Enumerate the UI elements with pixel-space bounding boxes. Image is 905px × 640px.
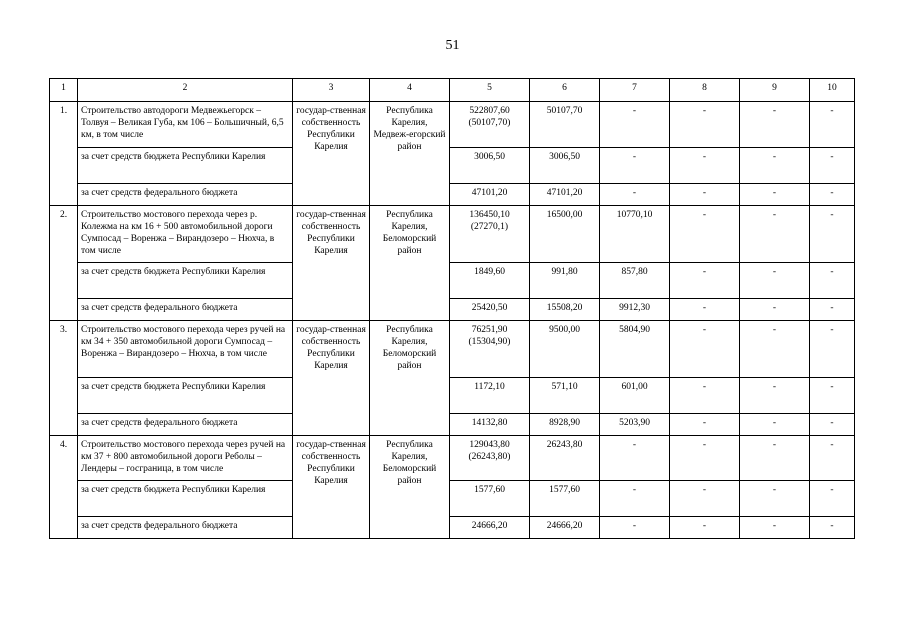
value-cell: - [670, 206, 740, 263]
value-cell: - [670, 321, 740, 378]
column-header: 7 [600, 79, 670, 102]
column-header: 9 [740, 79, 810, 102]
ownership-cell: государ-ственная собственность Республики Карелия [293, 206, 370, 321]
row-number: 3. [50, 321, 78, 436]
value-cell: - [810, 481, 855, 517]
value-cell: 26243,80 [530, 436, 600, 481]
federal-budget-label: за счет средств федерального бюджета [78, 414, 293, 436]
value-cell: - [670, 436, 740, 481]
column-header: 1 [50, 79, 78, 102]
value-cell: 3006,50 [530, 148, 600, 184]
value-cell: - [740, 263, 810, 299]
value-cell: - [740, 148, 810, 184]
project-name: Строительство мостового перехода через р. Колежма на км 16 + 500 автомобильной дороги Сумпосад – Воренжа – Вирандозеро – Нюхча, в том числе [78, 206, 293, 263]
value-cell: 10770,10 [600, 206, 670, 263]
federal-budget-label: за счет средств федерального бюджета [78, 184, 293, 206]
value-cell: - [810, 184, 855, 206]
value-cell: 5203,90 [600, 414, 670, 436]
total-cost-sub-value: (26243,80) [468, 452, 511, 462]
total-cost-value: 522807,60 [469, 106, 510, 116]
value-cell: - [670, 184, 740, 206]
value-cell: - [740, 481, 810, 517]
total-cost-value: 129043,80 [469, 440, 510, 450]
table-row [50, 184, 855, 206]
value-cell: 991,80 [530, 263, 600, 299]
value-cell: - [810, 517, 855, 539]
row-number: 1. [50, 102, 78, 206]
value-cell: 24666,20 [450, 517, 530, 539]
value-cell: 857,80 [600, 263, 670, 299]
column-header: 3 [293, 79, 370, 102]
value-cell: - [810, 206, 855, 263]
value-cell: - [670, 378, 740, 414]
ownership-cell: государ-ственная собственность Республики Карелия [293, 436, 370, 539]
table-row [50, 148, 855, 184]
value-cell: - [810, 436, 855, 481]
location-cell: Республика Карелия, Беломорский район [370, 321, 450, 436]
value-cell: - [810, 263, 855, 299]
row-number: 2. [50, 206, 78, 321]
value-cell: - [810, 378, 855, 414]
value-cell: - [670, 517, 740, 539]
value-cell: - [600, 436, 670, 481]
location-cell: Республика Карелия, Медвеж-егорский район [370, 102, 450, 206]
column-header: 4 [370, 79, 450, 102]
total-cost-cell [450, 436, 530, 481]
value-cell: 47101,20 [450, 184, 530, 206]
total-cost-sub-value: (27270,1) [470, 222, 509, 232]
table-row [50, 414, 855, 436]
value-cell: - [740, 378, 810, 414]
header-row [50, 79, 855, 102]
value-cell: - [740, 184, 810, 206]
value-cell: - [740, 206, 810, 263]
value-cell: 47101,20 [530, 184, 600, 206]
value-cell: - [670, 263, 740, 299]
value-cell: - [810, 321, 855, 378]
table-row [50, 206, 855, 263]
total-cost-cell [450, 206, 530, 263]
value-cell: - [670, 299, 740, 321]
value-cell: - [740, 436, 810, 481]
table-row [50, 299, 855, 321]
value-cell: 1577,60 [530, 481, 600, 517]
value-cell: 601,00 [600, 378, 670, 414]
value-cell: 50107,70 [530, 102, 600, 148]
value-cell: - [810, 414, 855, 436]
value-cell: 25420,50 [450, 299, 530, 321]
value-cell: 9500,00 [530, 321, 600, 378]
value-cell: 14132,80 [450, 414, 530, 436]
column-header: 8 [670, 79, 740, 102]
table-row [50, 102, 855, 148]
value-cell: 1577,60 [450, 481, 530, 517]
value-cell: - [740, 321, 810, 378]
value-cell: 1172,10 [450, 378, 530, 414]
regional-budget-label: за счет средств бюджета Республики Карелия [78, 148, 293, 184]
project-name: Строительство мостового перехода через ручей на км 34 + 350 автомобильной дороги Сумпосад – Воренжа – Вирандозеро – Нюхча, в том числе [78, 321, 293, 378]
value-cell: 24666,20 [530, 517, 600, 539]
total-cost-cell [450, 321, 530, 378]
project-name: Строительство мостового перехода через ручей на км 37 + 800 автомобильной дороги Реболы – Лендеры – госграница, в том числе [78, 436, 293, 481]
program-table [49, 78, 855, 539]
ownership-cell: государ-ственная собственность Республики Карелия [293, 102, 370, 206]
value-cell: - [600, 184, 670, 206]
value-cell: - [670, 481, 740, 517]
page-number: 51 [445, 38, 460, 53]
federal-budget-label: за счет средств федерального бюджета [78, 299, 293, 321]
location-cell: Республика Карелия, Беломорский район [370, 206, 450, 321]
value-cell: - [670, 148, 740, 184]
value-cell: 8928,90 [530, 414, 600, 436]
total-cost-cell [450, 102, 530, 148]
value-cell: 9912,30 [600, 299, 670, 321]
regional-budget-label: за счет средств бюджета Республики Карелия [78, 378, 293, 414]
location-cell: Республика Карелия, Беломорский район [370, 436, 450, 539]
row-number: 4. [50, 436, 78, 539]
value-cell: - [810, 148, 855, 184]
column-header: 2 [78, 79, 293, 102]
table-row [50, 517, 855, 539]
column-header: 10 [810, 79, 855, 102]
total-cost-value: 76251,90 [471, 325, 508, 335]
value-cell: - [600, 517, 670, 539]
column-header: 6 [530, 79, 600, 102]
value-cell: 15508,20 [530, 299, 600, 321]
value-cell: 571,10 [530, 378, 600, 414]
value-cell: - [600, 148, 670, 184]
value-cell: - [740, 299, 810, 321]
value-cell: - [810, 102, 855, 148]
value-cell: 1849,60 [450, 263, 530, 299]
value-cell: - [740, 102, 810, 148]
value-cell: - [740, 414, 810, 436]
value-cell: - [810, 299, 855, 321]
regional-budget-label: за счет средств бюджета Республики Карелия [78, 481, 293, 517]
total-cost-value: 136450,10 [469, 210, 510, 220]
value-cell: 16500,00 [530, 206, 600, 263]
ownership-cell: государ-ственная собственность Республики Карелия [293, 321, 370, 436]
column-header: 5 [450, 79, 530, 102]
value-cell: - [740, 517, 810, 539]
value-cell: - [600, 102, 670, 148]
federal-budget-label: за счет средств федерального бюджета [78, 517, 293, 539]
value-cell: - [670, 102, 740, 148]
total-cost-sub-value: (15304,90) [468, 337, 511, 347]
value-cell: - [600, 481, 670, 517]
table-row [50, 321, 855, 378]
regional-budget-label: за счет средств бюджета Республики Карелия [78, 263, 293, 299]
value-cell: - [670, 414, 740, 436]
table-row [50, 263, 855, 299]
table-row [50, 481, 855, 517]
value-cell: 3006,50 [450, 148, 530, 184]
project-name: Строительство автодороги Медвежьегорск – Толвуя – Великая Губа, км 106 – Большичный, 6,5 км, в том числе [78, 102, 293, 148]
table-row [50, 378, 855, 414]
total-cost-sub-value: (50107,70) [468, 118, 511, 128]
table-row [50, 436, 855, 481]
value-cell: 5804,90 [600, 321, 670, 378]
